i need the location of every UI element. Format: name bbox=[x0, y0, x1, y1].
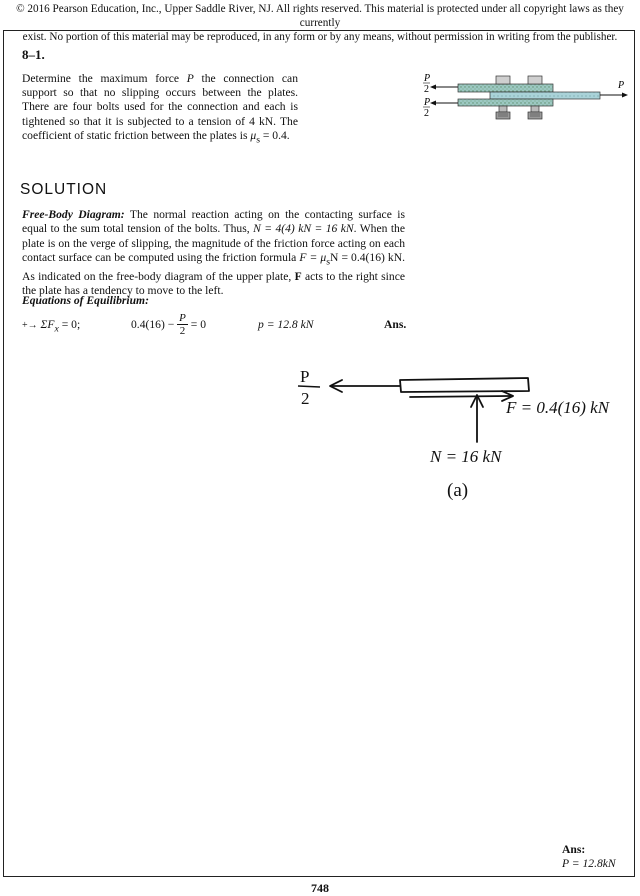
eq-frac-num: P bbox=[179, 312, 186, 324]
fbd-paragraph bbox=[22, 208, 405, 298]
eq-left: 0.4(16) − bbox=[131, 318, 178, 331]
eq-fraction bbox=[177, 312, 188, 337]
fbd-text-4: acts to the right since the plate has a tendency to move to the left. bbox=[22, 269, 405, 297]
fbd-text-3: . As indicated on the free-body diagram of the upper plate, bbox=[22, 250, 406, 283]
fbd-text-1: The normal reaction acting on the contacting surface is equal to the sum total tension of the bolts. Thus, bbox=[22, 208, 405, 236]
eq-result bbox=[258, 318, 313, 331]
fig-label-p-top-den: 2 bbox=[424, 84, 429, 95]
top-plate bbox=[458, 84, 553, 92]
answer-value: P = 12.8kN bbox=[562, 857, 616, 870]
problem-text-3: = 0.4. bbox=[259, 128, 290, 142]
middle-plate bbox=[490, 92, 600, 99]
fbd-text-2: . When the plate is on the verge of slipping, the magnitude of the friction force acting on each contact surface can be computed using the friction formula bbox=[22, 222, 405, 264]
eq-ans-label: Ans. bbox=[384, 318, 407, 331]
problem-var-p: P bbox=[186, 72, 194, 85]
solution-heading: SOLUTION bbox=[20, 181, 108, 198]
sketch-label-n: N = 16 kN bbox=[430, 447, 502, 466]
eq-sum-sub: x bbox=[54, 323, 59, 335]
copyright-line-2: exist. No portion of this material may be reproduced, in any form or by any means, without permission in writing from the publisher. bbox=[22, 31, 618, 43]
page-number: 748 bbox=[311, 881, 329, 895]
eq-sum: ΣF bbox=[40, 318, 55, 331]
copyright-line-1: © 2016 Pearson Education, Inc., Upper Saddle River, NJ. All rights reserved. This material is protected under all copyright laws as they currently bbox=[16, 3, 624, 29]
eq-sum-rest: = 0; bbox=[58, 318, 81, 331]
fbd-eq-n: N = 4(4) kN = 16 kN bbox=[253, 222, 354, 236]
eq-balance bbox=[131, 312, 206, 337]
eq-right: = 0 bbox=[187, 318, 207, 331]
sketch-label-p-num: P bbox=[300, 367, 310, 386]
eq-frac-den: 2 bbox=[179, 325, 186, 337]
fbd-bold-f: F bbox=[294, 269, 302, 283]
problem-text-1: Determine the maximum force bbox=[22, 72, 187, 85]
fig-label-p-bot-num: P bbox=[424, 97, 431, 108]
answer-label: Ans: bbox=[562, 843, 586, 856]
equilibrium-heading: Equations of Equilibrium: bbox=[22, 294, 149, 307]
sketch-label-a: (a) bbox=[447, 480, 469, 501]
fbd-label: Free-Body Diagram: bbox=[22, 208, 125, 221]
fbd-sketch bbox=[290, 360, 630, 510]
bottom-plate bbox=[458, 99, 553, 106]
bolted-connection-figure bbox=[420, 70, 630, 130]
fbd-eq-f-rest: N = 0.4(16) kN bbox=[330, 250, 403, 264]
sketch-label-p-den: 2 bbox=[301, 389, 310, 408]
problem-number: 8–1. bbox=[22, 47, 45, 62]
sketch-arrow-friction bbox=[410, 396, 512, 397]
fig-label-p-top-num: P bbox=[424, 73, 431, 84]
fbd-eq-f: F = μ bbox=[299, 250, 327, 264]
fig-label-p-bot-den: 2 bbox=[424, 108, 429, 119]
problem-mu-sub: s bbox=[256, 134, 260, 146]
eq-arrow: +→ bbox=[22, 320, 38, 331]
eq-result-text: p = 12.8 kN bbox=[258, 318, 314, 331]
problem-text-2: the connection can support so that no slipping occurs between the plates. There are four bolts used for the connection and each is tightened so that it is subjected to a tension of 4 kN. The coefficient of static friction between the plates is bbox=[22, 72, 298, 142]
eq-sum-forces bbox=[22, 318, 80, 334]
fbd-eq-f-sub: s bbox=[326, 256, 331, 268]
problem-mu: μ bbox=[250, 128, 257, 142]
answer-box bbox=[562, 843, 616, 871]
sketch-plate bbox=[400, 378, 529, 392]
fig-label-p-right: P bbox=[618, 80, 625, 91]
sketch-label-f: F = 0.4(16) kN bbox=[506, 398, 610, 417]
problem-statement bbox=[22, 72, 298, 147]
